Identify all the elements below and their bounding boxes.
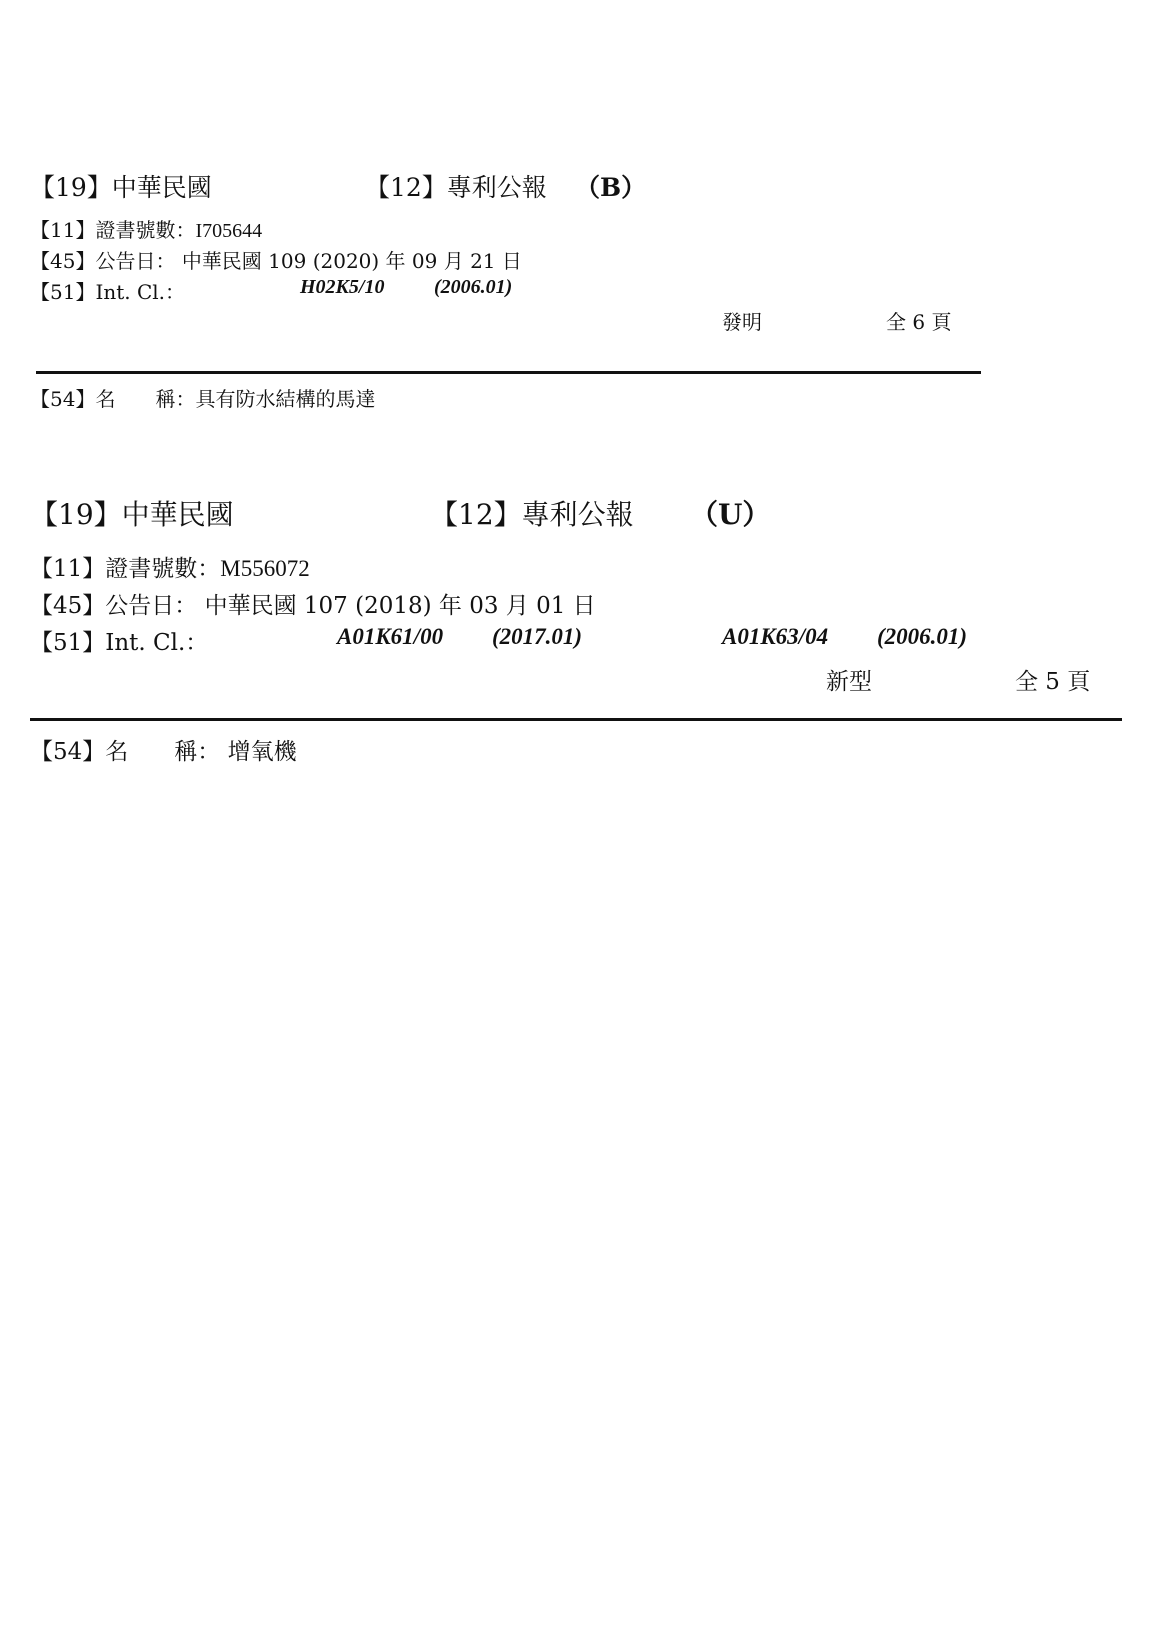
title-line (30, 733, 297, 766)
publication-date-label: 【45】公告日： (30, 249, 176, 273)
patent-kind: （B） (575, 173, 647, 202)
gazette-header: 【12】專利公報 (365, 173, 547, 202)
publication-date-label: 【45】公告日： (30, 593, 198, 619)
country-header: 【19】中華民國 (30, 173, 212, 202)
ipc-code: H02K5/10 (300, 276, 385, 298)
patent-title: 增氧機 (227, 739, 297, 765)
page-count: 全 5 頁 (1015, 669, 1091, 695)
divider-line (36, 371, 981, 374)
patent-type: 新型 (826, 669, 872, 695)
country-header: 【19】中華民國 (30, 498, 234, 531)
patent-title: 具有防水結構的馬達 (195, 387, 376, 411)
patent-type: 發明 (722, 310, 762, 334)
ipc-version-1: (2017.01) (492, 624, 583, 649)
ipc-label: 【51】Int. Cl.： (30, 630, 209, 656)
patent-kind: （U） (690, 498, 771, 531)
publication-date: 中華民國 109 (2020) 年 09 月 21 日 (181, 249, 522, 273)
publication-date: 中華民國 107 (2018) 年 03 月 01 日 (204, 593, 596, 619)
divider-line (30, 718, 1122, 721)
ipc-version-2: (2006.01) (877, 624, 968, 649)
ipc-version: (2006.01) (434, 276, 513, 298)
title-label: 【54】名 稱： (30, 739, 221, 765)
certificate-number: M556072 (220, 556, 310, 581)
publication-date-line (30, 587, 596, 620)
gazette-header: 【12】專利公報 (430, 498, 634, 531)
ipc-label: 【51】Int. Cl.： (30, 280, 186, 304)
certificate-label: 【11】證書號數： (30, 556, 221, 582)
ipc-code-1: A01K61/00 (337, 624, 444, 649)
ipc-code-2: A01K63/04 (722, 624, 829, 649)
certificate-line (30, 214, 262, 243)
certificate-line (30, 550, 310, 583)
page-count: 全 6 頁 (886, 310, 952, 334)
title-line (30, 383, 375, 412)
title-label: 【54】名 稱： (30, 387, 196, 411)
certificate-label: 【11】證書號數： (30, 218, 196, 242)
publication-date-line (30, 245, 522, 274)
certificate-number: I705644 (195, 220, 263, 242)
